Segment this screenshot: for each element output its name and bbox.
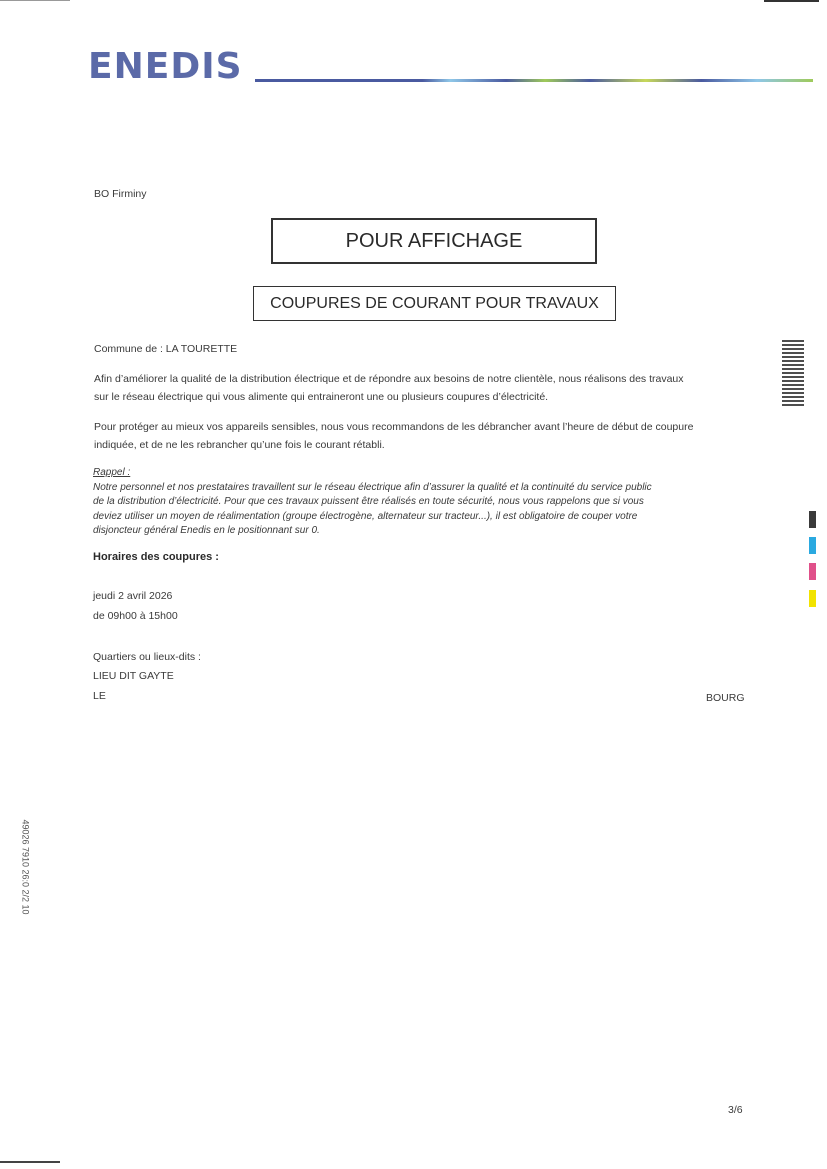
rappel-line4: disjoncteur général Enedis en le positionnant sur 0.: [93, 525, 320, 536]
datamatrix-code: [782, 340, 804, 406]
subtitle-text: COUPURES DE COURANT POUR TRAVAUX: [270, 294, 599, 312]
place-gayte: LIEU DIT GAYTE: [93, 670, 174, 682]
enedis-logo: ENEDIS: [88, 46, 243, 87]
paragraph1-line2: sur le réseau électrique qui vous alimente qui entraineront une ou plusieurs coupures d’électricité.: [94, 391, 549, 403]
page-number: 3/6: [728, 1104, 743, 1116]
outage-time: de 09h00 à 15h00: [93, 610, 178, 622]
horaires-heading: Horaires des coupures :: [93, 551, 219, 563]
subtitle-box: [253, 286, 616, 321]
bottom-edge-mark: [0, 1161, 60, 1163]
rappel-line3: deviez utiliser un moyen de réalimentation (groupe électrogène, alternateur sur tracteur...), il est obligatoire de couper votre: [93, 510, 638, 522]
top-right-edge-mark: [764, 0, 819, 2]
registration-mark-black: [809, 511, 816, 528]
rappel-line2: de la distribution d’électricité. Pour que ces travaux puissent être réalisés en toute sécurité, nous vous rappelons que si vous: [93, 496, 644, 507]
paragraph2-line1: Pour protéger au mieux vos appareils sensibles, nous vous recommandons de les débrancher avant l’heure de début de coupure: [94, 421, 694, 433]
rappel-line1: Notre personnel et nos prestataires travaillent sur le réseau électrique afin d’assurer la qualité et la continuité du service public: [93, 481, 652, 493]
outage-date: jeudi 2 avril 2026: [93, 590, 173, 602]
commune-label: Commune de : LA TOURETTE: [94, 343, 238, 355]
title-box: [271, 218, 597, 264]
registration-mark-magenta: [809, 563, 816, 580]
place-bourg: BOURG: [706, 692, 745, 704]
rappel-title: Rappel :: [93, 467, 131, 478]
registration-mark-yellow: [809, 590, 816, 607]
paragraph2-line2: indiquée, et de ne les rebrancher qu’une fois le courant rétabli.: [94, 439, 385, 451]
registration-mark-cyan: [809, 537, 816, 554]
quartiers-heading: Quartiers ou lieux-dits :: [93, 651, 201, 663]
paragraph1-line1: Afin d’améliorer la qualité de la distribution électrique et de répondre aux besoins de notre clientèle, nous réalisons des travaux: [94, 373, 684, 385]
title-text: POUR AFFICHAGE: [345, 229, 523, 252]
place-le: LE: [93, 690, 106, 702]
side-reference-code: 49026 7910 26:0 2/2 10: [20, 819, 31, 915]
rappel-block: [93, 466, 743, 539]
office-label: BO Firminy: [94, 188, 147, 200]
top-edge-mark: [0, 0, 70, 1]
logo-underline: [255, 79, 813, 82]
